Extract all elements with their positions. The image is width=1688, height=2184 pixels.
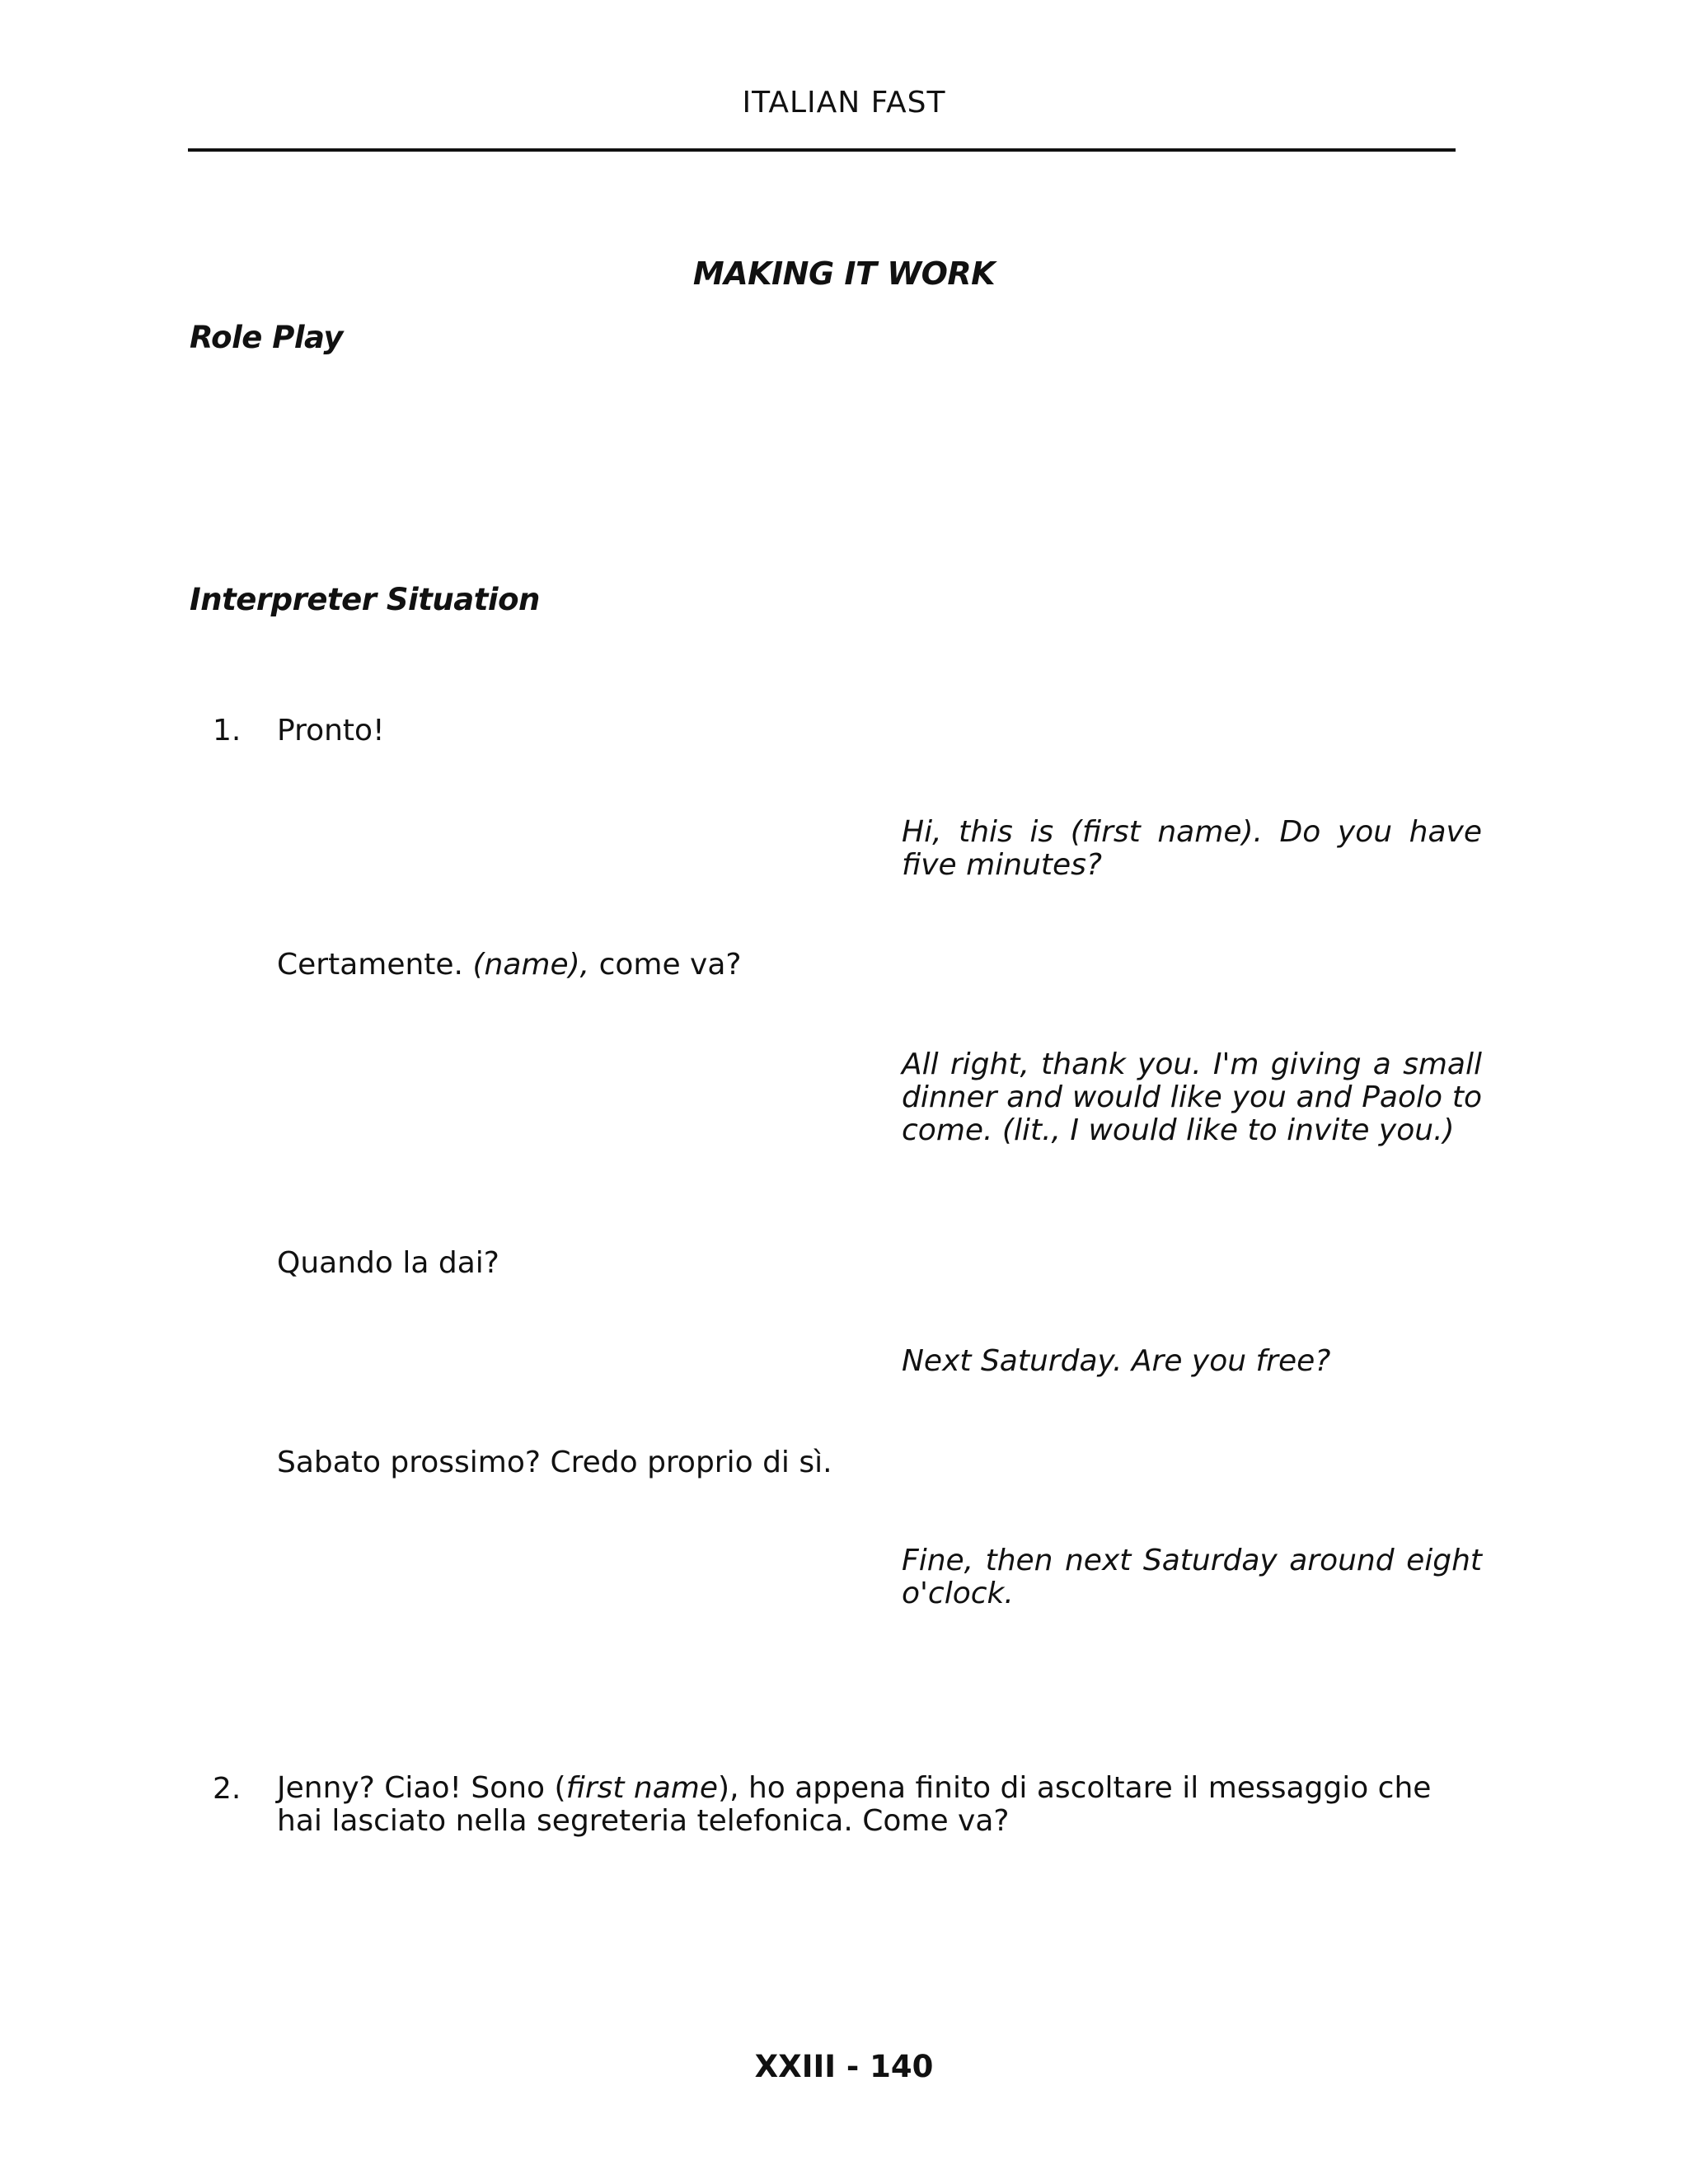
italian-line-1: Pronto!	[277, 714, 385, 748]
english-line-1: Hi, this is (first name). Do you have five minutes?	[902, 815, 1482, 882]
english-line-2: All right, thank you. I'm giving a small dinner and would like you and Paolo to come. (lit., I would like to invite you.)	[902, 1047, 1482, 1147]
item-number-2: 2.	[213, 1772, 241, 1806]
italian-line-2-pre: Certamente.	[277, 948, 464, 982]
italian-line-2	[277, 948, 742, 982]
item-2-text-pre: Jenny? Ciao! Sono (	[277, 1771, 566, 1805]
english-line-3: Next Saturday. Are you free?	[902, 1344, 1331, 1378]
item-2-text-post: ), ho appena finito di ascoltare il messaggio che hai lasciato nella segreteria telefonica. Come va?	[277, 1771, 1432, 1838]
section-title: MAKING IT WORK	[692, 255, 996, 292]
italian-line-2-name: (name),	[472, 948, 590, 982]
running-header: ITALIAN FAST	[742, 86, 946, 120]
italian-line-2-post: come va?	[598, 948, 742, 982]
role-play-heading: Role Play	[190, 320, 343, 355]
english-line-4: Fine, then next Saturday around eight o'clock.	[902, 1544, 1482, 1610]
italian-line-3: Quando la dai?	[277, 1246, 499, 1280]
item-2-text	[277, 1772, 1484, 1838]
header-rule	[188, 148, 1456, 152]
item-number-1: 1.	[213, 714, 241, 748]
item-2-text-italic: first name	[565, 1771, 719, 1805]
page-number: XXIII - 140	[754, 2049, 934, 2084]
italian-line-4: Sabato prossimo? Credo proprio di sì.	[277, 1446, 832, 1479]
interpreter-situation-heading: Interpreter Situation	[190, 582, 540, 617]
